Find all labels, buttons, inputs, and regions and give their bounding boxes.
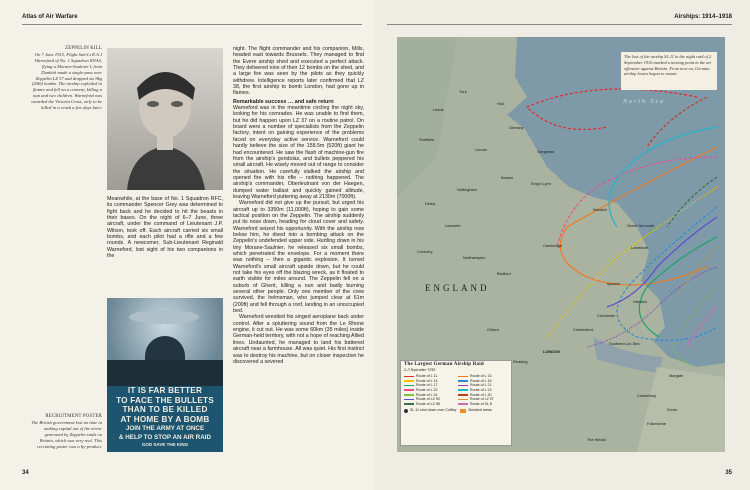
poster-line: THAN TO BE KILLED <box>122 405 208 415</box>
route-swatch-icon <box>404 385 414 387</box>
map-label-place: Grimsby <box>509 125 524 130</box>
route-swatch-icon <box>404 399 414 401</box>
photo-caption-title: ZEPPELIN KILL <box>65 46 102 51</box>
map-label-place: Lincoln <box>475 147 488 152</box>
left-page-number: 34 <box>22 470 29 476</box>
zeppelin-illustration <box>129 310 199 324</box>
right-page-number: 35 <box>725 470 732 476</box>
map-legend <box>400 360 512 446</box>
map-label-place: Harwich <box>633 299 648 304</box>
photo-caption <box>30 46 102 111</box>
legend-date: 2–3 September 1916 <box>404 367 436 372</box>
route-swatch-icon <box>458 389 468 391</box>
airship-route-line <box>639 237 717 337</box>
legend-label: Route of L 30 <box>470 392 492 397</box>
poster-line: JOIN THE ARMY AT ONCE <box>125 425 205 433</box>
map-label-place: Reading <box>513 359 528 364</box>
airship-route-line <box>677 247 717 297</box>
legend-label: Route of LZ 97 <box>470 397 494 402</box>
map-label-sea: North Sea <box>623 99 666 105</box>
map-label-place: Leicester <box>445 223 461 228</box>
legend-label: Route of L 22 <box>416 387 438 392</box>
legend-label: Route of L 13 <box>470 374 492 379</box>
map-label-place: Chelmsford <box>573 327 593 332</box>
legend-row <box>460 408 508 413</box>
map-label-place: Colchester <box>597 313 616 318</box>
text-column-2 <box>233 46 364 365</box>
airship-route-line <box>527 89 697 130</box>
map-label-place: York <box>459 89 467 94</box>
route-swatch-icon <box>404 380 414 382</box>
airship-route-line <box>547 187 717 337</box>
paragraph: night. The flight commander and his companion, Mills, headed east towards Brussels. They managed to find the Evere airship shed and executed a perfect attack. They delivered nine of their 12 bombs on the shed, and a large fire was seen by the pilots as they quickly withdrew. Intelligence reports later confirmed that LZ 38, the first airship to bomb London, had gone up in flames. <box>233 46 364 97</box>
header-rule <box>22 24 362 25</box>
map-label-place: Ipswich <box>607 281 620 286</box>
legend-grid <box>404 374 508 406</box>
map-label-place: Norwich <box>593 207 608 212</box>
legend-row <box>458 402 508 407</box>
map-label-place: Oxford <box>487 327 499 332</box>
legend-label: Route of LZ 90 <box>416 397 440 402</box>
map-label-place: Boston <box>501 175 514 180</box>
map-label-place: Nottingham <box>457 187 477 192</box>
route-swatch-icon <box>458 376 468 378</box>
route-swatch-icon <box>458 380 468 382</box>
crash-marker-icon <box>404 409 408 413</box>
legend-label: Route of L 17 <box>416 383 438 388</box>
poster-caption <box>30 414 102 449</box>
poster-text-block <box>107 386 223 452</box>
map-label-place: LONDON <box>543 349 560 354</box>
map-label-place: Folkestone <box>647 421 667 426</box>
map-label-place: Bedford <box>497 271 511 276</box>
legend-label: Bombed areas <box>468 408 492 413</box>
legend-label: Route of LZ 98 <box>416 401 440 406</box>
map-label-place: Northampton <box>463 255 486 260</box>
map-label-place: Southend-on-Sea <box>609 341 640 346</box>
legend-extra <box>404 408 508 413</box>
map-label-place: Canterbury <box>637 393 657 398</box>
poster-line: TO FACE THE BULLETS <box>116 395 214 405</box>
map-label-place: Derby <box>425 201 436 206</box>
poster-caption-text: The British government lost no time in making capital out of the terror generated by Zeppelin raids on Britain, which was very real. This recruiting poster was a by-product. <box>31 419 102 449</box>
poster-line: GOD SAVE THE KING <box>141 441 189 447</box>
legend-row <box>404 402 454 407</box>
route-swatch-icon <box>404 394 414 396</box>
airship-route-line <box>560 147 717 285</box>
map-label-place: Skegness <box>537 149 555 154</box>
airship-route-line <box>675 287 718 367</box>
legend-label: Route of L 24 <box>416 392 438 397</box>
route-swatch-icon <box>404 389 414 391</box>
section-heading: Remarkable success … and safe return <box>233 98 334 105</box>
map-label-place: Dover <box>667 407 678 412</box>
map-label-place: Great Yarmouth <box>627 223 655 228</box>
map-label-place: Leeds <box>433 107 444 112</box>
poster-line: AT HOME BY A BOMB <box>120 414 210 424</box>
pilot-photo <box>107 48 223 190</box>
text-column-1 <box>107 196 223 259</box>
bombed-area-icon <box>460 409 466 413</box>
recruitment-poster <box>107 298 223 452</box>
route-swatch-icon <box>458 385 468 387</box>
legend-label: Route of SL 8 <box>470 401 492 406</box>
map-label-place: Coventry <box>417 249 433 254</box>
right-running-head: Airships: 1914–1918 <box>674 14 732 20</box>
legend-label: SL 11 shot down over Cuffley <box>410 408 457 413</box>
route-swatch-icon <box>458 399 468 401</box>
map-label-place: Sheffield <box>419 137 435 142</box>
airship-route-line <box>609 127 717 227</box>
legend-label: Route of L 23 <box>470 387 492 392</box>
paragraph: Warneford wrestled his singed aeroplane back under control. After a spluttering sound from the Le Rhone engine, it cut out. He was some 60km (35 miles) inside German-held territory, with not a hope of reaching Allied lines. Undaunted, he managed to land his battered aircraft near a farmhouse. All was quiet. His first instinct was to destroy his machine, but on closer inspection he discovered a severed <box>233 314 364 365</box>
airship-route-line <box>557 157 717 247</box>
legend-label: Route of L 11 <box>416 374 438 379</box>
legend-label: Route of L 16 <box>470 378 492 383</box>
legend-label: Route of L 21 <box>470 383 492 388</box>
map-label-place: Margate <box>669 373 684 378</box>
paragraph: Meanwhile, at the base of No. 1 Squadron RFC, its commander Spencer Grey was determined to fight back and he decided to hit the beasts in their bases. On the night of 6–7 June, three aircraft, under the command of Lieutenant J.P. Wilson, took off. Each aircraft carried six small bombs, and each pilot had a rifle and a few rounds. A newcomer, Sub-Lieutenant Reginald Warneford, lost sight of his two companions in the <box>107 196 223 260</box>
airship-route-line <box>587 267 717 347</box>
poster-line: IT IS FAR BETTER <box>127 386 203 395</box>
left-running-head: Atlas of Air Warfare <box>22 14 78 20</box>
route-swatch-icon <box>458 403 468 405</box>
legend-title: The Largest German Airship Raid <box>404 362 484 367</box>
header-rule <box>387 24 732 25</box>
poster-caption-title: RECRUITMENT POSTER <box>45 414 102 419</box>
map-label-place: Lowestoft <box>631 245 648 250</box>
map-label-place: Hull <box>497 101 504 106</box>
legend-label: Route of L 14 <box>416 378 438 383</box>
paragraph: Warneford did not give up the pursuit, but urged his aircraft up to 3350m (11,000ft), hoping to gain some tactical position on the Zeppelin. The airship suddenly put its nose down, heading for cloud cover and safety. Warneford seized his opportunity. With the airship now below him, he dived into a bombing attack on the Zeppelin's undefended upper side. Hurtling down in his tiny Morane-Saulnier, he released six small bombs, which penetrated the envelope. For a moment there was nothing – then a gigantic explosion. It turned Warneford's small aircraft upside down, but he could not take his eyes off the blazing wreck, as it floated to earth visible for miles around. The Zeppelin fell on a suburb of Ghent, killing a nun and badly burning several other people. Only one member of the crew survived, the helmsman, who jumped clear at 61m (200ft) and fell through a roof, landing in an unoccupied bed. <box>233 200 364 315</box>
map-label-place: The Weald <box>587 437 606 442</box>
route-swatch-icon <box>404 403 414 405</box>
poster-line: & HELP TO STOP AN AIR RAID <box>118 433 212 441</box>
map-label-country: ENGLAND <box>425 283 490 293</box>
map-label-place: King's Lynn <box>531 181 551 186</box>
route-swatch-icon <box>458 394 468 396</box>
map-info-box: The loss of the airship SL.11 in the night raid of 2 September 1916 marked a turning point in the air offensive against Britain. From now on, German airship losses began to mount. <box>621 52 717 90</box>
paragraph: Warneford was in the meantime circling the night sky, looking for his comrades. He was unable to find them, but he did happen upon LZ 37 on a routine patrol. On board were a number of specialists from the Zeppelin factory, intent on gaining experience of the problems faced on everyday active service. Warneford could hardly believe the size of the 158.5m (520ft) giant he had encountered. He saw the flash of machine-gun fire from the airship's gondolas, and bullets peppered his small aircraft. He wisely moved out of range to consider the situation. He carefully stalked the airship and opened fire with his rifle – nothing happened. The airship's commander, Oberleutnant von der Haegen, dumped water ballast and quickly gained altitude, leaving Warneford puttering away at 2130m (7000ft). <box>233 105 364 200</box>
airship-route-line <box>667 177 717 227</box>
map-label-place: Cambridge <box>543 243 563 248</box>
legend-row <box>404 408 456 413</box>
photo-caption-text: On 7 June 1915, Flight Sub-Lt R.A.J Warneford of No. 1 Squadron RNAS, flying a Morane-Saulnier L from Dunkirk made a single-pass over Zeppelin LZ 37 and dropped six 9kg (20lb) bombs. The airship exploded in flames and fell on a convent, killing a nun and two children. Warneford was awarded the Victoria Cross, only to be killed in a crash a few days later. <box>31 51 102 111</box>
airship-route-line <box>687 307 717 347</box>
route-swatch-icon <box>404 376 414 378</box>
